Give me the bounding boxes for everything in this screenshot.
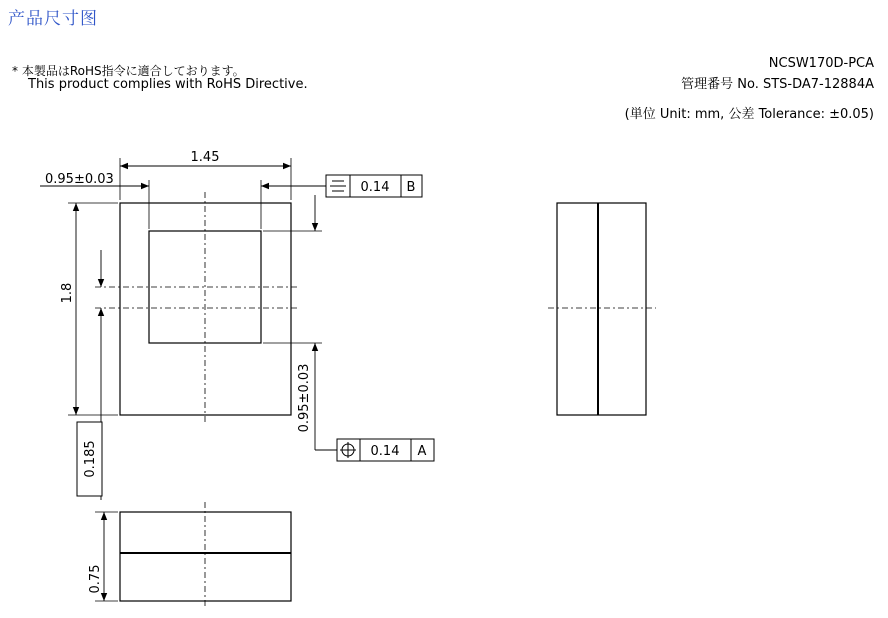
position-tolerance-value: 0.14 [370,444,400,459]
pad-offset-y-label: 0.95±0.03 [297,363,312,433]
pad-offset-x-label: 0.95±0.03 [45,172,114,187]
side-view-body [557,203,646,415]
position-datum-label: A [417,444,427,459]
symmetry-tolerance-frame [326,175,422,197]
front-view-body [120,512,291,601]
units-tolerance-note: (単位 Unit: mm, 公差 Tolerance: ±0.05) [624,107,874,122]
document-number: 管理番号 No. STS-DA7-12884A [681,77,874,92]
top-view-body [120,203,291,415]
width-dimension-label: 1.45 [190,150,220,165]
rohs-note-en: This product complies with RoHS Directive. [28,77,308,92]
position-tolerance-frame [337,439,434,461]
part-number: NCSW170D-PCA [768,56,874,71]
symmetry-tolerance-value: 0.14 [360,180,390,195]
height-dimension-label: 1.8 [60,282,75,304]
symmetry-datum-label: B [406,180,416,195]
page-title: 产品尺寸图 [8,9,98,29]
rohs-note-jp: * 本製品はRoHS指令に適合しております。 [12,64,245,78]
thickness-dimension-label: 0.185 [83,440,98,478]
depth-dimension-label: 0.75 [88,564,103,594]
